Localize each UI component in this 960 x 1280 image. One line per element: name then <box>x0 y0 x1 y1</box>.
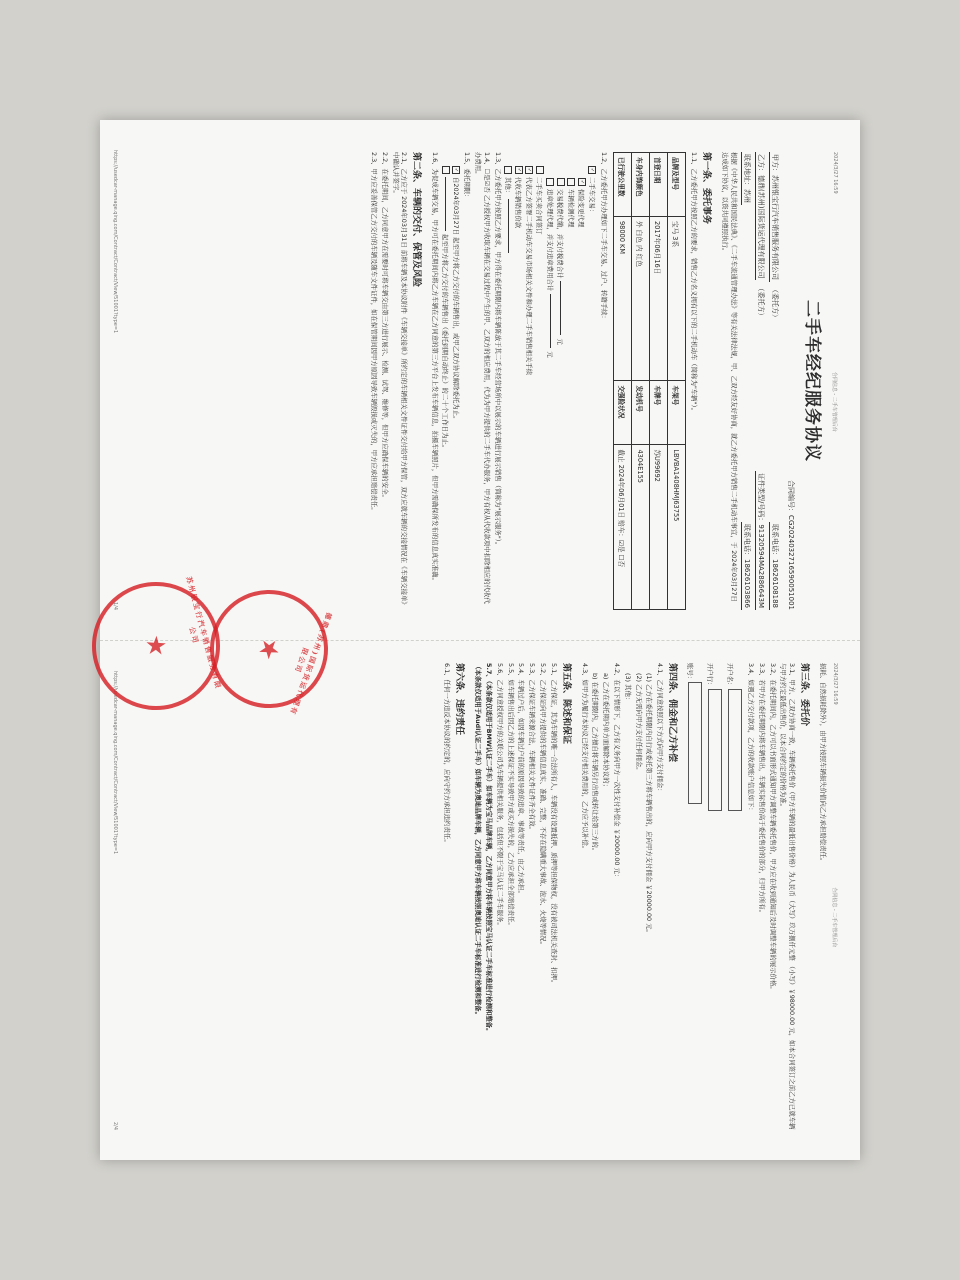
option-label: 二手车交易： <box>587 177 596 216</box>
party-a-phone: 联系电话：18626108188 <box>771 524 779 608</box>
table-row <box>613 153 631 610</box>
party-b-name: 乙方：德鼎(苏州)国际货运代理有限公司 <box>757 154 765 279</box>
option-label: 自2024年03月27日 起至甲方将乙方交付的车辆售出，或甲乙双方协议解除委托为止。 <box>451 177 460 423</box>
clause-5-3: 5.3、乙方保证车辆来源合法，车辆相关文件证件齐全有效。 <box>528 663 537 833</box>
checkbox-checked[interactable]: ✓ <box>453 167 460 173</box>
option-label: 代表乙方签署二手机动车交易市场相关文件和办理二手车销售相关手续 <box>524 177 533 376</box>
table-key: 已行驶公里数 <box>613 153 631 217</box>
clause-4-1: 4.1、乙方同意按照以下方式向甲方支付佣金： <box>656 663 665 795</box>
party-a-name: 甲方：苏州银宝行汽车销售服务有限公司 <box>771 154 779 280</box>
party-a-role: （委托方） <box>771 286 779 321</box>
bank-row <box>706 663 722 1130</box>
blank-field[interactable] <box>550 294 551 348</box>
clause-3-1: 3.1、甲方、乙双方协商一致，车辆委托售价（甲方车辆的最低出售价格）为人民币（大写）玖万捌仟元整 （小写）￥98000.00 元，如本合同签订之前乙方已就车辆与甲方约定最低出售价，以本合同约定的价格为准。 <box>779 663 797 1130</box>
clause-2-1: 2.1、乙方应于 2024年03月31日 前将车辆及本协议附件《车辆交接单》所约定的车辆相关文件证件交付给甲方保管，双方应就车辆的交接情况在《车辆交接单》中确认并签字。 <box>391 152 409 608</box>
clause-4-1-3: (3) 其他： <box>623 673 632 704</box>
page-one <box>100 120 860 640</box>
continued-text: 损耗、自然损耗除外），由甲方按照车辆损失价值向乙方承担赔偿责任。 <box>819 663 827 865</box>
table-value: LBVBA1408HMJ63755 <box>667 445 685 610</box>
field-label: 开户行： <box>706 663 715 689</box>
checkbox[interactable] <box>442 166 450 174</box>
clause-4-2: 4.2、在以下情形下，乙方有义务向甲方一次性支付补偿金 ￥20000.00 元： <box>613 663 622 881</box>
option-used-car-trade <box>588 166 597 610</box>
term-option-1 <box>452 166 461 610</box>
clause-4-1-2: (2) 乙方无需向甲方支付任何佣金。 <box>634 673 643 774</box>
checkbox[interactable] <box>504 166 512 174</box>
page-header <box>831 663 838 1130</box>
section-4-title: 第四条、佣金和乙方补偿 <box>667 663 678 763</box>
table-value: 截止 2024年06月01日 赔车：☑是 ☐否 <box>613 445 631 610</box>
star-icon: ★ <box>140 633 172 659</box>
option-contract <box>535 166 544 610</box>
term-option-2 <box>441 166 450 610</box>
option-tax <box>556 178 565 610</box>
checkbox-checked[interactable]: ✓ <box>589 167 596 173</box>
option-inspection <box>567 178 576 610</box>
table-value: 宝马 3系 <box>667 216 685 381</box>
checkbox[interactable] <box>546 178 554 186</box>
preamble: 根据《中华人民共和国民法典》、《二手车流通管理办法》等有关法律法规，甲、乙双方经友好协商，就乙方委托甲方销售二手机动车事宜，于 2024年03月27日 达成如下协议，以资共同遵照执行。 <box>721 152 738 602</box>
document-sheet <box>100 120 860 1160</box>
option-violation <box>546 178 555 610</box>
address: 联系地址：苏州 <box>743 154 751 203</box>
option-label: 二手车买卖合同签订 <box>535 177 544 235</box>
clause-5-4: 5.4、车辆过户后，如因车辆过户前的原因导致的违章、事故等责任，由乙方承担。 <box>517 663 526 897</box>
footer-url: https://usedcar-manage.qing.com/Contract/Contract/View/51001?type=1 <box>112 671 118 855</box>
checkbox[interactable] <box>567 178 575 186</box>
clause-4-3: 4.3、如甲方为履行本协议已经支付相关费用的，乙方应予以补偿。 <box>580 663 589 853</box>
page-number: 2/4 <box>112 1121 118 1130</box>
header-title: 合同信息 - 二手车管理后台 <box>831 887 837 948</box>
option-other <box>504 166 513 610</box>
table-value: 2017年06月16日 <box>649 216 667 381</box>
checkbox-checked[interactable]: ✓ <box>515 167 522 173</box>
clause-3-4: 3.4、如遇乙方交付款项，乙方的收款账户信息如下： <box>747 663 756 814</box>
section-3-title: 第三条、委托价 <box>799 663 810 727</box>
clause-1-5: 1.5、委托期限： <box>463 152 472 201</box>
table-row <box>649 153 667 610</box>
field-label: 账号： <box>686 663 695 683</box>
header-timestamp: 2024/3/27 16:59 <box>832 152 838 194</box>
checkbox-checked[interactable]: ✓ <box>578 179 585 185</box>
table-key: 品牌及型号 <box>667 153 685 217</box>
page-footer <box>112 671 118 1130</box>
table-key: 首登日期 <box>649 153 667 217</box>
bank-name-field[interactable] <box>728 689 742 811</box>
account-row <box>686 663 702 1130</box>
page-two <box>100 640 860 1160</box>
clause-2-3: 2.3、甲方应妥善保管乙方交付的车辆及随车文件证件，如在保管期间因甲方原因导致车辆毁损或灭失的，甲方应承担赔偿责任。 <box>369 152 378 514</box>
option-label: 起至甲方将乙方交付的车辆售出（委托到期自动终止）的二十个工作日为止。 <box>441 234 450 452</box>
bank-field[interactable] <box>708 689 722 811</box>
option-label: 违章处理代理，并支付违章费用合计 <box>545 189 554 292</box>
table-key: 交强险状况 <box>613 381 631 445</box>
option-label: 代收车辆销售价款 <box>514 177 523 229</box>
clause-5-6: 5.6、乙方同意授权甲方的关联公司为车辆提供相关服务，包括但不限于宝马认证二手车服务。 <box>495 663 504 929</box>
clause-1-2: 1.2、乙方委托甲方办理如下二手车交易、过户、转籍手续： <box>599 152 608 322</box>
option-sign-docs <box>525 166 534 610</box>
address-row <box>741 152 752 610</box>
table-value: 98000 KM <box>613 216 631 381</box>
section-2-title: 第二条、车辆的交付、保管及风险 <box>411 152 422 288</box>
party-b-id: 证件类型/号码：91320594MA2886643M <box>757 472 765 608</box>
seal-text: 德鼎(苏州)国际货运代理有限公司 <box>287 611 334 718</box>
table-row <box>667 153 685 610</box>
party-b-row <box>755 152 766 610</box>
checkbox[interactable] <box>557 178 565 186</box>
checkbox[interactable] <box>536 166 544 174</box>
star-icon: ★ <box>253 635 285 663</box>
footer-url: https://usedcar-manage.qing.com/Contract/Contract/View/51001?type=1 <box>112 150 118 334</box>
contract-number: 合同编号：CG2024032716590051001 <box>787 480 795 610</box>
section-1-title: 第一条、委托事务 <box>701 152 712 225</box>
section-5-title: 第五条、陈述和保证 <box>560 663 571 745</box>
field-label: 开户名： <box>726 663 735 689</box>
option-label: 保险变更代理 <box>577 189 586 228</box>
clause-1-3: 1.3、乙方委托甲方按照乙方要求，甲方得在委托期限内将车辆陈放于其二手车经营场所中以展示的车辆进行展示销售（简称为"展示服务"）。 <box>493 152 502 549</box>
clause-6-1: 6.1、任何一方违反本协议的约定的，应向守约方承担违约责任。 <box>443 663 452 846</box>
option-insurance <box>577 178 586 610</box>
clause-3-3: 3.3、若甲方在委托期限内将车辆售出，车辆实际售价高于委托售价的部分，归甲方所有。 <box>757 663 766 917</box>
clause-5-7: 5.7、（本条款仅适用于BMW认证二手车）如车辆为宝马品牌车辆，乙方同意甲方将车辆按照宝马认证二手车标准进行检测和整备。 <box>485 663 494 1035</box>
blank-field[interactable] <box>445 177 446 231</box>
option-label: 其他： <box>503 177 512 197</box>
clause-1-6: 1.6、为促成车辆交易，甲方可在委托期间内将乙方车辆在乙方同意的第三方平台上发布车辆信息，拍摄车辆照片，但甲方需确保所发布的信息真实准确。 <box>431 152 440 584</box>
account-field[interactable] <box>688 682 702 804</box>
clause-1-1: 1.1、乙方委托甲方按照乙方的要求，销售乙方名义拥有以下的二手机动车（简称为"车辆"）。 <box>690 152 699 415</box>
table-key: 发动机号 <box>631 381 649 445</box>
party-b-role: （委托方） <box>757 284 765 320</box>
page-number: 1/4 <box>112 601 118 610</box>
page-header <box>831 152 838 610</box>
table-value: 4304E155 <box>631 445 649 610</box>
table-value: 外 白色 内 红色 <box>631 216 649 381</box>
section-6-title: 第六条、违约责任 <box>454 663 465 736</box>
unit-label: 元 <box>556 338 565 345</box>
vehicle-table <box>613 152 686 610</box>
table-key: 车身内饰颜色 <box>631 153 649 217</box>
party-a-row <box>769 152 780 610</box>
address-phone: 联系电话：18626103866 <box>743 524 751 608</box>
unit-label: 元 <box>545 351 554 358</box>
header-timestamp: 2024/3/27 16:59 <box>832 663 838 705</box>
clause-5-8: （本条款仅适用于Audi认证二手车）如车辆为奥迪品牌车辆，乙方同意甲方将车辆按照奥迪认证二手车标准进行检测和整备。 <box>474 663 483 1018</box>
clause-4-2-b: b) 在委托期限内，乙方擅自将车辆另行出售或转让给第三方的。 <box>591 673 600 855</box>
document-title: 二手车经纪服务协议 <box>802 300 822 462</box>
clause-1-4: 1.4、☐是☑否 乙方授权甲方收取车辆在交易过程中产生的甲、乙双方的相应费用，代为为甲方提供的二手车代办服务，甲方有权从代收款项中扣除相应的代收代办费用。 <box>474 152 492 604</box>
clause-5-2: 5.2、乙方保证向甲方提供的车辆信息真实、准确、完整，不存在隐瞒重大事故、泡水、火烧等情况。 <box>539 663 548 948</box>
table-row <box>631 153 649 610</box>
table-value: 苏U99692 <box>649 445 667 610</box>
seal-text: 苏州银宝行汽车销售服务有限公司 <box>184 575 224 691</box>
clause-3-2: 3.2、在委托期间内，乙方可以书面形式通知甲方调整车辆委托售价，甲方应在收到通知后及时调整车辆的展示价格。 <box>768 663 777 993</box>
table-key: 车牌号 <box>649 381 667 445</box>
blank-field[interactable] <box>560 281 561 335</box>
page-footer <box>112 150 118 610</box>
bank-name-row <box>726 663 742 1130</box>
clause-5-5: 5.5、如车辆售出后因乙方的上述保证不实导致甲方或买方损失的，乙方应承担全部赔偿责任。 <box>506 663 515 929</box>
blank-field[interactable] <box>508 199 509 253</box>
checkbox-checked[interactable]: ✓ <box>526 167 533 173</box>
table-key: 车架号 <box>667 381 685 445</box>
option-label: 交易税费代缴，并支付税费合计 <box>556 189 565 279</box>
clause-5-1: 5.1、乙方保证，其为车辆的唯一合法所有人，车辆没有设置抵押、质押等担保物权，没有被司法机关查封、扣押。 <box>549 663 558 987</box>
clause-4-2-a: a) 乙方在委托期内单方面解除本协议的； <box>602 673 611 791</box>
option-collect-payment <box>514 166 523 610</box>
clause-4-1-1: (1) 乙方在委托期限内自行或委托第三方将车辆售出的，应向甲方支付佣金 ￥20000.00 元。 <box>645 673 654 936</box>
clause-2-2: 2.2、在委托期间，乙方同意甲方在需要时可将车辆交由第三方进行展示、检测、试驾、维修等，但甲方应确保车辆的安全。 <box>380 152 389 501</box>
header-title: 合同信息 - 二手车管理后台 <box>831 371 837 432</box>
option-label: 车辆检测代理 <box>566 189 575 228</box>
